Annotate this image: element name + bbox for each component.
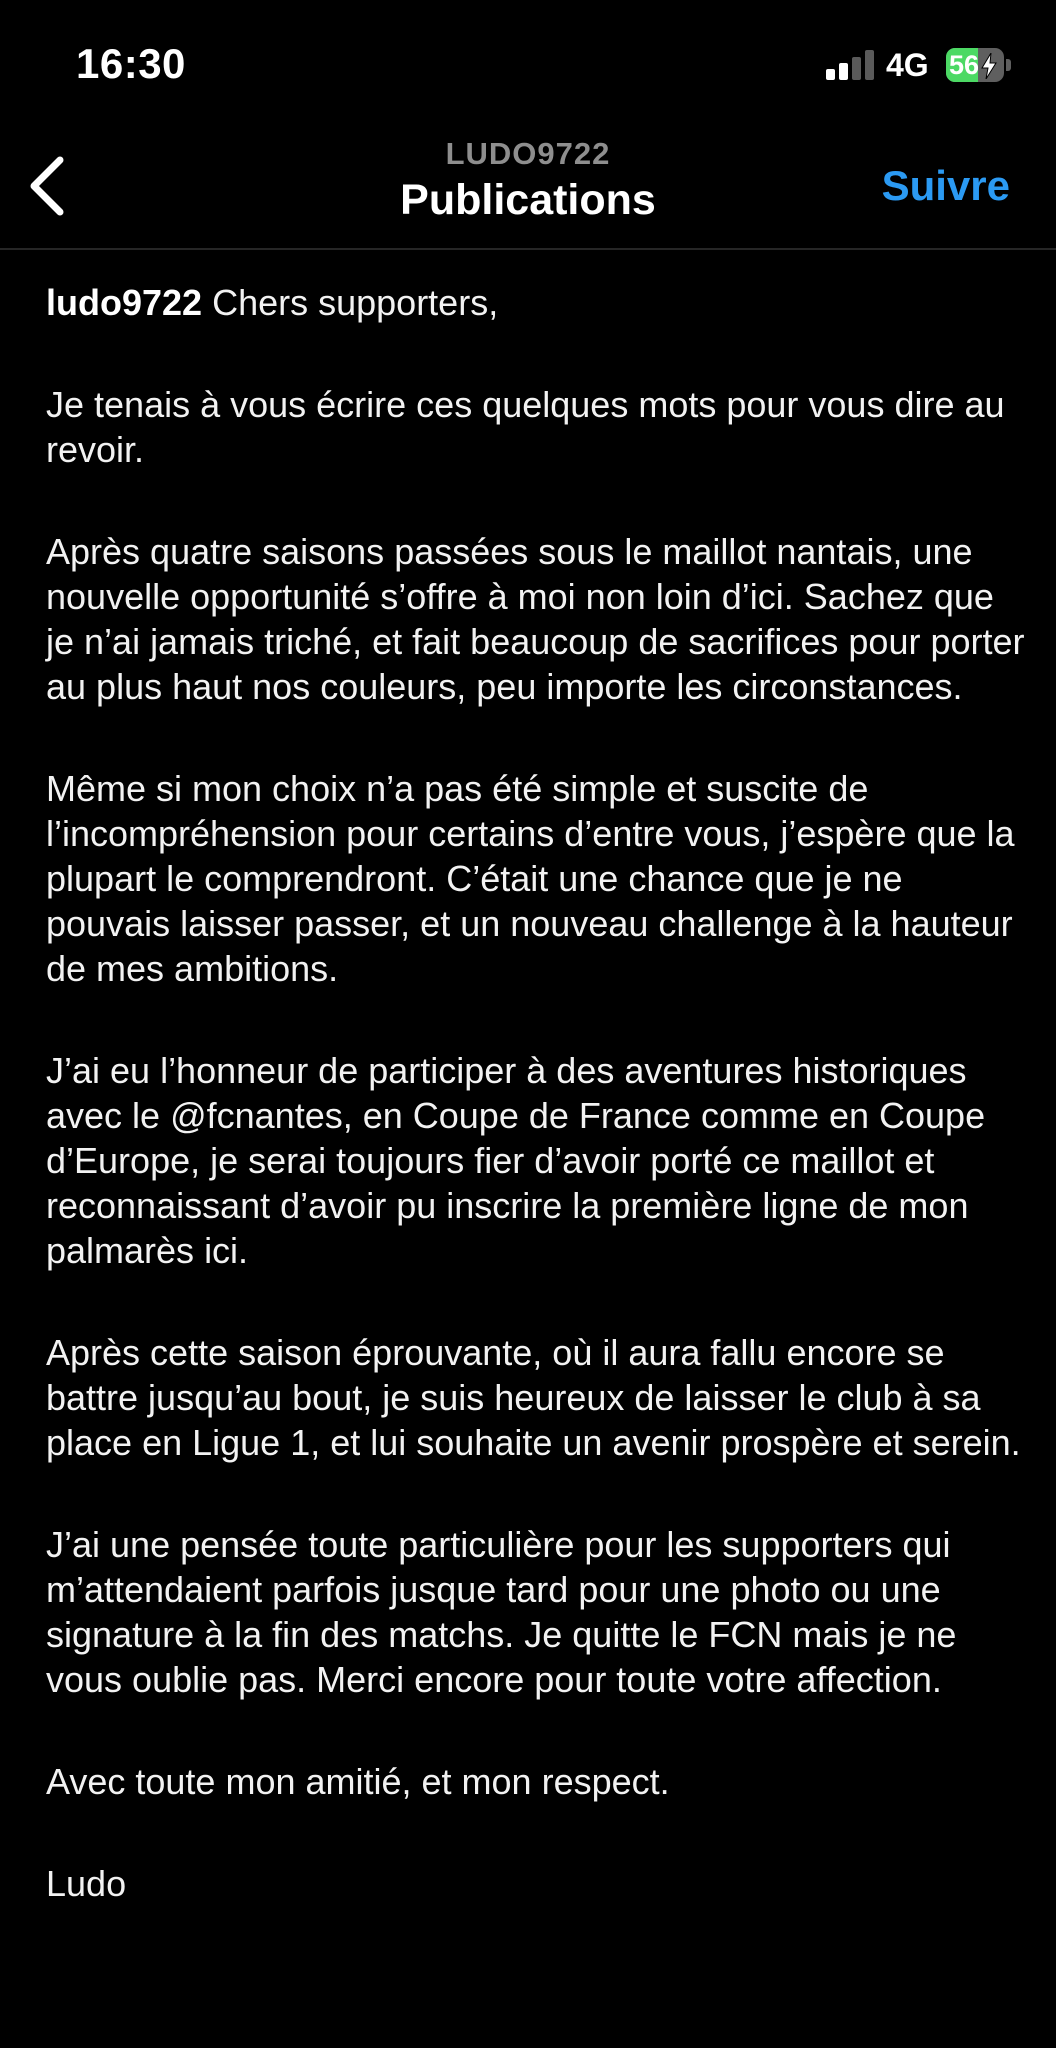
caption-paragraph: Avec toute mon amitié, et mon respect.: [46, 1761, 670, 1802]
charging-bolt-icon: [980, 53, 998, 79]
caption-paragraph: Après cette saison éprouvante, où il aura fallu encore se battre jusqu’au bout, je suis heureux de laisser le club à sa place en Ligue 1, et lui souhaite un avenir prospère et serein.: [46, 1332, 1021, 1463]
post-caption: [46, 280, 1026, 1963]
mention-after-text: , en Coupe de France comme en Coupe d’Europe, je serai toujours fier d’avoir porté ce maillot et reconnaissant d’avoir pu inscrire la première ligne de mon palmarès ici.: [46, 1095, 986, 1271]
caption-paragraph: Je tenais à vous écrire ces quelques mots pour vous dire au revoir.: [46, 384, 1005, 470]
battery-charging-icon: [946, 48, 1012, 82]
battery-cap: [1006, 59, 1011, 71]
page-title: Publications: [400, 176, 656, 224]
follow-button[interactable]: Suivre: [881, 162, 1010, 209]
greeting-text: Chers supporters,: [212, 282, 499, 323]
nav-header: [0, 120, 1056, 250]
mention-before-text: J’ai eu l’honneur de participer à des aventures historiques avec le: [46, 1050, 967, 1136]
battery-body: [946, 48, 1004, 82]
status-bar: [0, 0, 1056, 120]
network-type: 4G: [886, 47, 929, 83]
signal-bars-icon: [826, 50, 878, 80]
battery-level: 56: [949, 50, 980, 80]
status-time: 16:30: [76, 40, 186, 87]
mention-link[interactable]: @fcnantes: [170, 1095, 343, 1136]
caption-paragraph-with-mention: [46, 1048, 1026, 1273]
caption-signature: Ludo: [46, 1863, 127, 1904]
caption-paragraph: Après quatre saisons passées sous le maillot nantais, une nouvelle opportunité s’offre à moi non loin d’ici. Sachez que je n’ai jamais triché, et fait beaucoup de sacrifices pour porter au plus haut nos couleurs, peu importe les circonstances.: [46, 531, 1025, 707]
caption-greeting: [46, 280, 1026, 325]
author-username[interactable]: ludo9722: [46, 282, 203, 323]
profile-username: LUDO9722: [445, 136, 611, 171]
caption-paragraph: J’ai une pensée toute particulière pour les supporters qui m’attendaient parfois jusque tard pour une photo ou une signature à la fin des matchs. Je quitte le FCN mais je ne vous oublie pas. Merci encore pour toute votre affection.: [46, 1524, 957, 1700]
caption-paragraph: Même si mon choix n’a pas été simple et suscite de l’incompréhension pour certains d’entre vous, j’espère que la plupart le comprendront. C’était une chance que je ne pouvais laisser passer, et un nouveau challenge à la hauteur de mes ambitions.: [46, 768, 1015, 989]
